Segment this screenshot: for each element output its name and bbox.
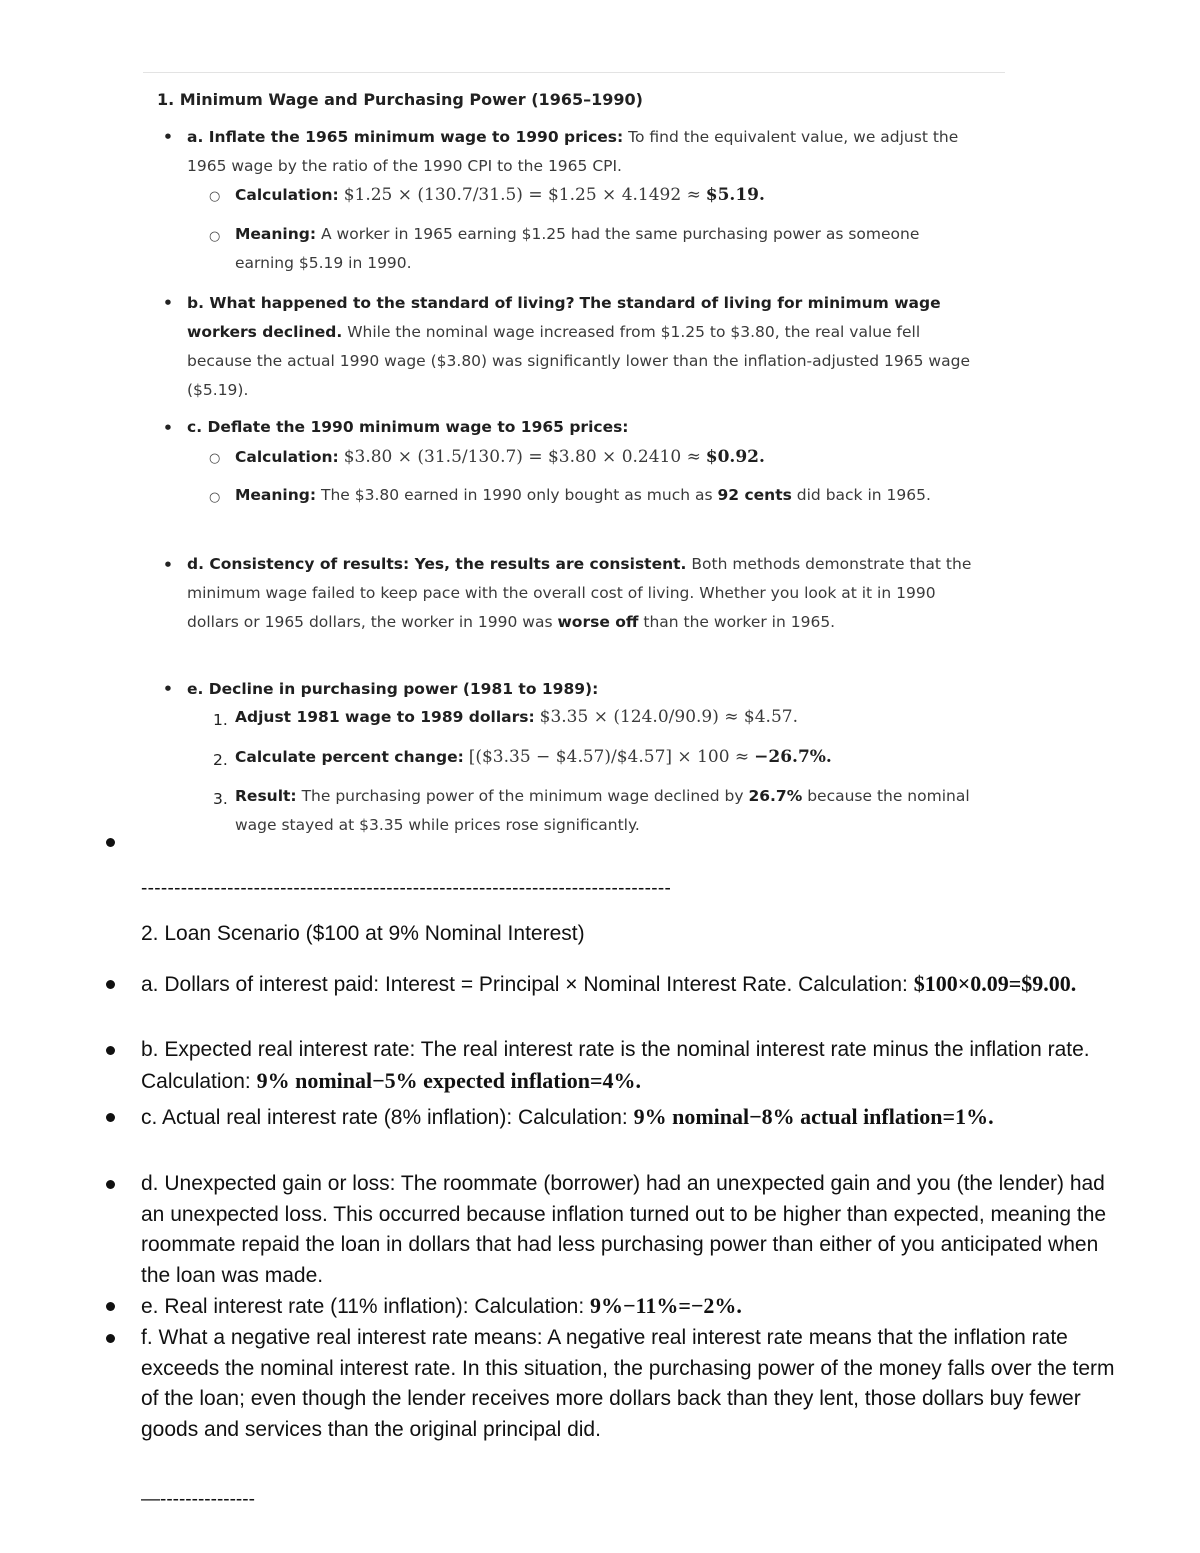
item-1c-label: c. Deflate the 1990 minimum wage to 1965 prices: xyxy=(187,418,629,436)
bullet-icon: • xyxy=(163,128,173,146)
item-2f-text: f. What a negative real interest rate means: A negative real interest rate means that the inflation rate exceeds the nominal interest rate. In this situation, the purchasing power of the money falls over the term of the loan; even though the lender receives more dollars back than they lent, those dollars buy fewer goods and services than the original principal did. xyxy=(141,1326,1115,1441)
item-1e-label: e. Decline in purchasing power (1981 to 1989): xyxy=(187,680,599,698)
item-1a-label: a. Inflate the 1965 minimum wage to 1990 prices: xyxy=(187,128,624,146)
bullet-icon: • xyxy=(163,680,173,698)
item-1a-calc-label: Calculation: xyxy=(235,186,339,204)
step-1-math: $3.35 × (124.0/90.9) ≈ $4.57. xyxy=(539,707,798,727)
step-number: 3. xyxy=(213,790,228,808)
item-1c-calculation xyxy=(235,443,995,472)
step-number: 2. xyxy=(213,751,228,769)
list-item-2f xyxy=(141,1323,1131,1445)
bullet-icon: • xyxy=(163,556,173,574)
step-number: 1. xyxy=(213,711,228,729)
item-2e-text: e. Real interest rate (11% inflation): Calculation: xyxy=(141,1295,585,1318)
item-2b-text: b. Expected real interest rate: The real interest rate is the nominal interest rate minus the inflation rate. Calculation: xyxy=(141,1038,1090,1093)
bullet-icon: • xyxy=(163,419,173,437)
item-1c-meaning xyxy=(235,481,955,510)
sub-bullet-icon: ○ xyxy=(209,229,221,244)
bullet-icon xyxy=(106,838,115,847)
item-2a-math: $100×0.09=$9.00. xyxy=(913,971,1077,996)
item-1d-text-bold: worse off xyxy=(557,613,639,631)
step-2-label: Calculate percent change: xyxy=(235,748,464,766)
sub-bullet-icon: ○ xyxy=(209,189,221,204)
item-1c-meaning-post: did back in 1965. xyxy=(796,486,931,504)
item-1c xyxy=(187,413,987,442)
section-1-screenshot xyxy=(143,72,1005,834)
step-3-text-bold: 26.7% xyxy=(748,787,803,805)
step-3-text-pre: The purchasing power of the minimum wage declined by xyxy=(301,787,744,805)
item-1c-meaning-pre: The $3.80 earned in 1990 only bought as much as xyxy=(321,486,713,504)
item-1a-calc-math: $1.25 × (130.7/31.5) = $1.25 × 4.1492 ≈ xyxy=(343,185,701,205)
item-1d-text-post: than the worker in 1965. xyxy=(643,613,836,631)
item-1a-calculation xyxy=(235,181,995,210)
item-1a-meaning xyxy=(235,220,925,278)
section-1-title: 1. Minimum Wage and Purchasing Power (1965–1990) xyxy=(157,90,643,109)
item-1c-meaning-bold: 92 cents xyxy=(717,486,792,504)
trailing-separator: —--------------- xyxy=(141,1489,255,1510)
bullet-icon xyxy=(106,1046,115,1055)
item-1a xyxy=(187,123,987,181)
bullet-icon xyxy=(106,980,115,989)
step-2-math-bold: −26.7%. xyxy=(754,747,832,767)
step-1-label: Adjust 1981 wage to 1989 dollars: xyxy=(235,708,535,726)
bullet-icon xyxy=(106,1113,115,1122)
item-1c-calc-math: $3.80 × (31.5/130.7) = $3.80 × 0.2410 ≈ xyxy=(343,447,701,467)
bullet-icon xyxy=(106,1302,115,1311)
item-1d-label: d. Consistency of results: Yes, the results are consistent. xyxy=(187,555,687,573)
item-1a-calc-result: $5.19. xyxy=(705,185,765,205)
list-item-2b xyxy=(141,1035,1131,1097)
list-item-2e xyxy=(141,1291,1131,1323)
item-1d xyxy=(187,550,987,637)
bullet-icon: • xyxy=(163,294,173,312)
item-1e xyxy=(187,675,987,704)
item-1c-calc-label: Calculation: xyxy=(235,448,339,466)
item-1b-label: b. What happened to the standard of living? xyxy=(187,294,575,312)
item-2c-math: 9% nominal−8% actual inflation=1%. xyxy=(633,1104,994,1129)
item-1b-text: While the nominal wage increased from $1.25 to $3.80, the real value fell because the actual 1990 wage ($3.80) was significantly lower than the inflation-adjusted 1965 wage ($5.19). xyxy=(187,323,970,399)
item-1b xyxy=(187,289,987,405)
item-2c-text: c. Actual real interest rate (8% inflation): Calculation: xyxy=(141,1106,628,1129)
item-1a-meaning-text: A worker in 1965 earning $1.25 had the same purchasing power as someone earning $5.19 in 1990. xyxy=(235,225,920,272)
item-1e-step-1 xyxy=(235,703,995,732)
item-1d-text-pre: Both methods demonstrate that the minimum wage failed to keep pace with the overall cost of living. Whether you look at it in 1990 dollars or 1965 dollars, the worker in 1990 was xyxy=(187,555,972,631)
item-2a-text: a. Dollars of interest paid: Interest = Principal × Nominal Interest Rate. Calculation: xyxy=(141,973,908,996)
sub-bullet-icon: ○ xyxy=(209,490,221,505)
item-1a-meaning-label: Meaning: xyxy=(235,225,317,243)
item-2b-math: 9% nominal−5% expected inflation=4%. xyxy=(256,1067,641,1093)
item-1c-calc-result: $0.92. xyxy=(705,447,765,467)
item-1e-step-3 xyxy=(235,782,975,840)
item-1b-answer: The standard of living for minimum wage workers declined. xyxy=(187,294,941,341)
item-1c-meaning-label: Meaning: xyxy=(235,486,317,504)
item-1e-step-2 xyxy=(235,743,995,772)
list-item-2c xyxy=(141,1102,1001,1134)
step-2-math: [($3.35 − $4.57)/$4.57] × 100 ≈ xyxy=(468,747,750,767)
list-item-2a xyxy=(141,969,1131,1001)
step-3-text-post: because the nominal wage stayed at $3.35 while prices rose significantly. xyxy=(235,787,970,834)
bullet-icon xyxy=(106,1180,115,1189)
step-3-label: Result: xyxy=(235,787,297,805)
item-2e-math: 9%−11%=−2%. xyxy=(590,1293,742,1318)
separator-line: -------------------------------------------------------------------------------- xyxy=(141,878,672,899)
item-2d-text: d. Unexpected gain or loss: The roommate (borrower) had an unexpected gain and you (the lender) had an unexpected loss. This occurred because inflation turned out to be higher than expected, meaning the roommate repaid the loan in dollars that had less purchasing power than either of you anticipated when the loan was made. xyxy=(141,1172,1107,1287)
list-item-2d xyxy=(141,1169,1131,1291)
bullet-icon xyxy=(106,1334,115,1343)
item-1a-text: To find the equivalent value, we adjust the 1965 wage by the ratio of the 1990 CPI to the 1965 CPI. xyxy=(187,128,959,175)
section-2-title: 2. Loan Scenario ($100 at 9% Nominal Interest) xyxy=(141,922,585,945)
sub-bullet-icon: ○ xyxy=(209,451,221,466)
